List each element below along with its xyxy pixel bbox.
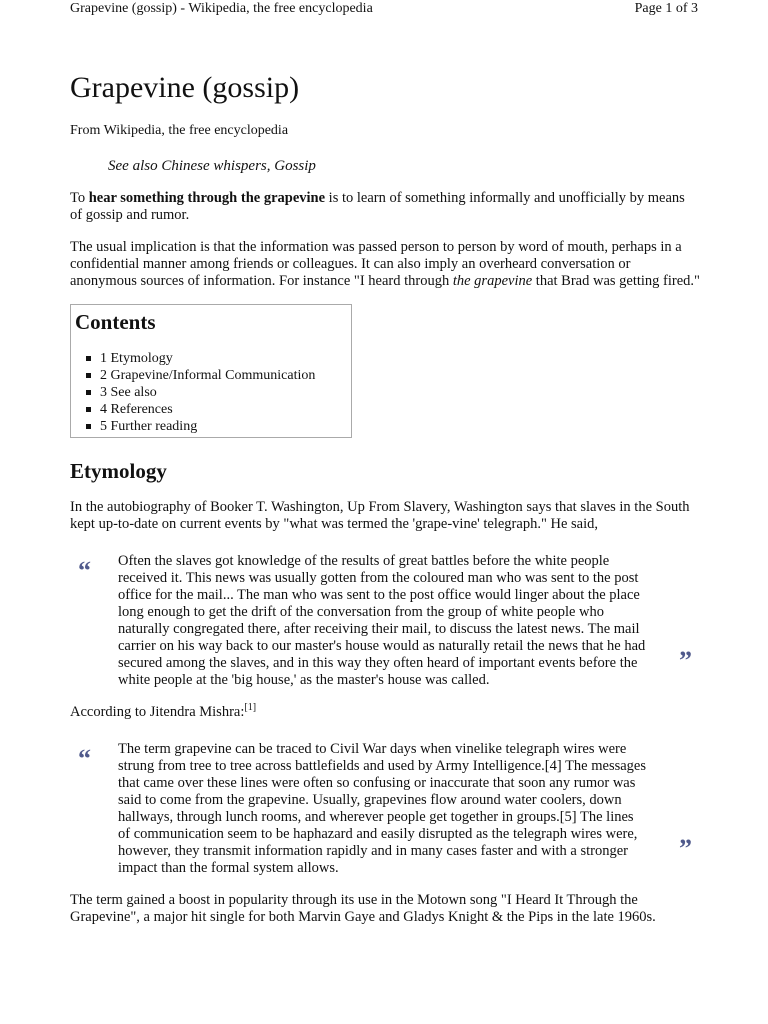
blockquote-washington: “ Often the slaves got knowledge of the results of great battles before the white people received it. This news was usually gotten from the coloured man who was sent to the post office for the mail... The man who was sent to the post office would linger about the place long enough to get the drift of the conversation from the group of white people who naturally congregated there, after receiving their mail, to discuss the latest news. The mail carrier on his way back to our master's house would as naturally retail the news that he had secured among the slaves, and in this way they often heard of important events before the white people at the 'big house,' as the master's house was called. ” [78,553,692,688]
intro-bold-term: hear something through the grapevine [88,190,326,206]
intro-paragraph: To hear something through the grapevine is to learn of something informally and unofficially by means of gossip and rumor. [70,190,685,223]
bullet-icon [86,424,91,429]
blockquote-mishra: “ The term grapevine can be traced to Civil War days when vinelike telegraph wires were strung from tree to tree across battlefields and used by Army Intelligence.[4] The messages that came over these lines were often so confusing or inaccurate that soon any rumor was said to come from the grapevine. Usually, grapevines flow around water coolers, down hallways, through lunch rooms, and wherever people get together in groups.[5] The lines of communication seem to be haphazard and easily disrupted as the telegraph wires were, however, they transmit information rapidly and in many cases faster and with a stronger impact than the formal system allows. ” [78,741,692,876]
toc-item-informal-communication[interactable]: 2 Grapevine/Informal Communication [100,367,351,384]
implication-paragraph: The usual implication is that the information was passed person to person by word of mouth, perhaps in a confidential manner among friends or colleagues. It can also imply an overheard conversation or anonymous sources of information. For instance "I heard through the grapevine that Brad was getting fired." [70,239,700,289]
toc-item-see-also[interactable]: 3 See also [100,384,351,401]
reference-link[interactable]: [1] [244,702,257,714]
open-quote-icon: “ [78,556,91,585]
table-of-contents [70,304,352,438]
article-content [70,68,700,926]
bullet-icon [86,390,91,395]
see-also-note[interactable]: See also Chinese whispers, Gossip [108,158,316,174]
site-sub: From Wikipedia, the free encyclopedia [70,123,289,138]
bullet-icon [86,407,91,412]
etymology-paragraph: In the autobiography of Booker T. Washington, Up From Slavery, Washington says that slaves in the South kept up-to-date on current events by "what was termed the 'grape-vine' telegraph." He said, [70,499,690,532]
toc-item-etymology[interactable]: 1 Etymology [100,350,351,367]
toc-list [75,350,351,435]
etymology-heading: Etymology [70,459,167,483]
bullet-icon [86,373,91,378]
motown-paragraph: The term gained a boost in popularity through its use in the Motown song "I Heard It Through the Grapevine", a major hit single for both Marvin Gaye and Gladys Knight & the Pips in the late 1960s. [70,892,656,925]
toc-item-further-reading[interactable]: 5 Further reading [100,418,351,435]
close-quote-icon: ” [679,834,692,863]
toc-item-references[interactable]: 4 References [100,401,351,418]
bullet-icon [86,356,91,361]
close-quote-icon: ” [679,646,692,675]
print-header-title: Grapevine (gossip) - Wikipedia, the free encyclopedia [70,1,373,16]
print-header-page: Page 1 of 3 [634,1,698,16]
open-quote-icon: “ [78,744,91,773]
according-paragraph: According to Jitendra Mishra:[1] [70,702,257,720]
page-title: Grapevine (gossip) [70,71,300,104]
toc-title: Contents [75,310,156,334]
